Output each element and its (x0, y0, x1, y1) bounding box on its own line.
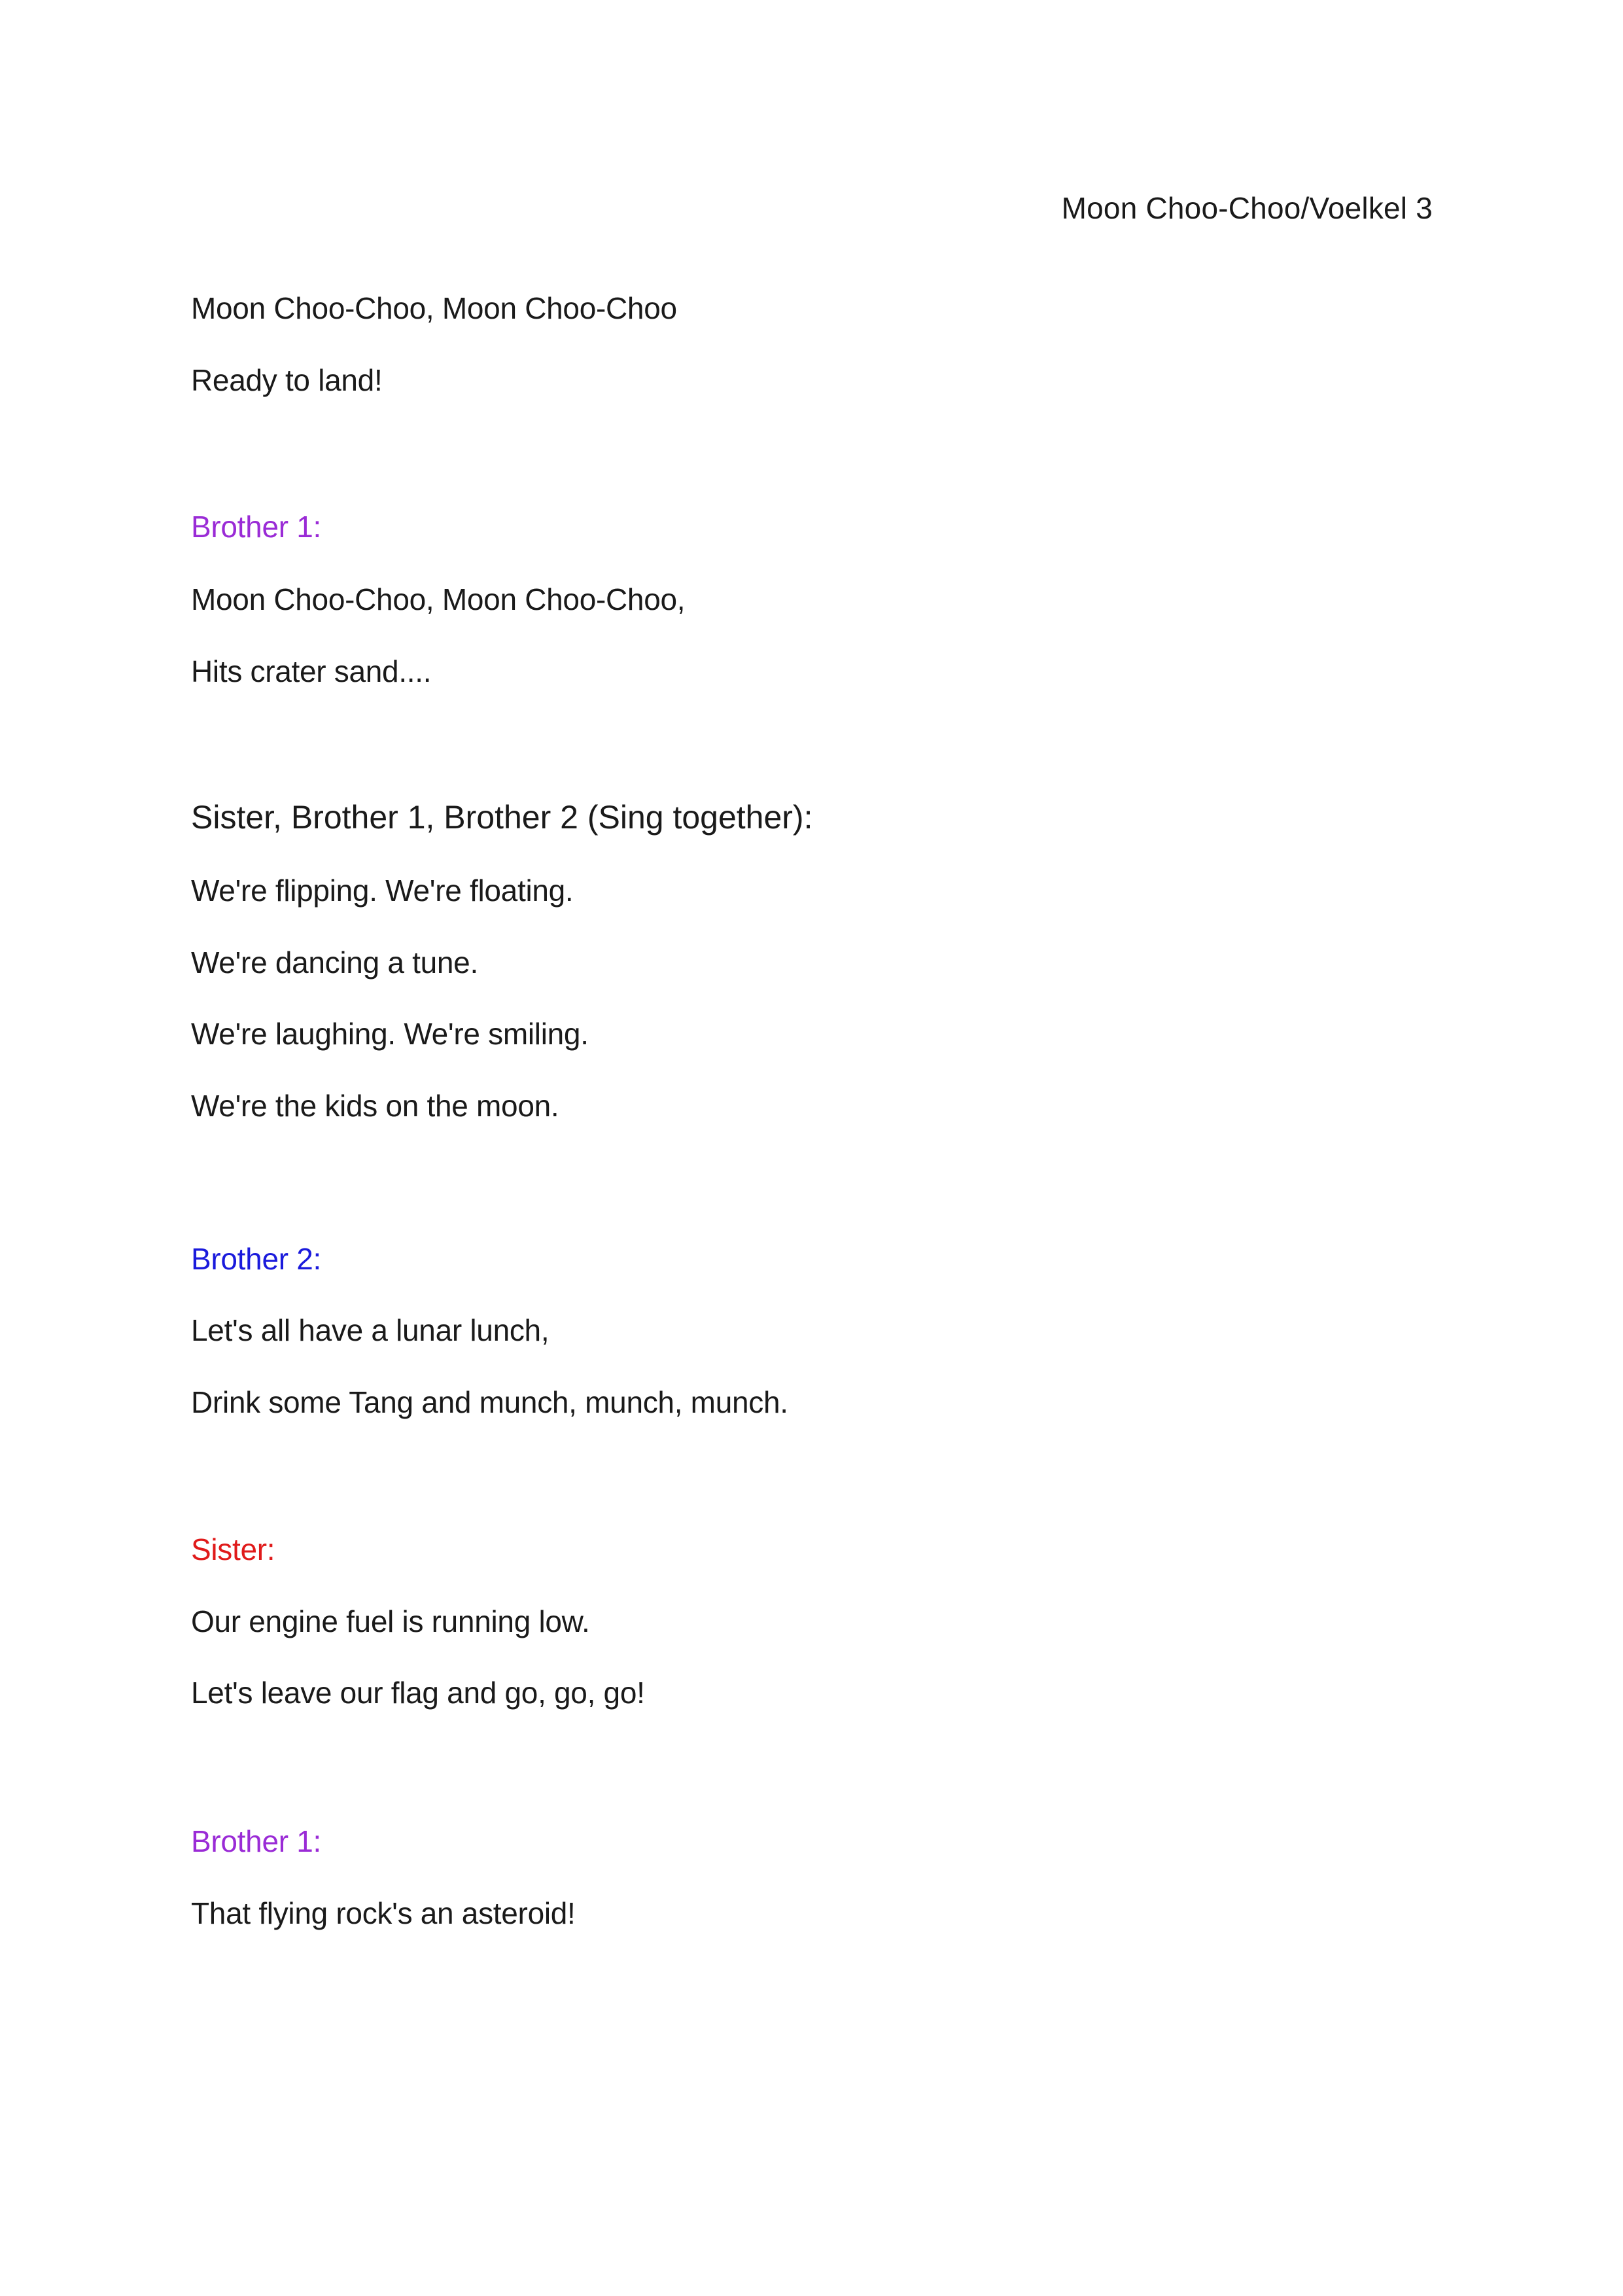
speaker-label-brother-2: Brother 2: (191, 1242, 321, 1276)
speaker-label-brother-1: Brother 1: (191, 510, 321, 544)
speaker-label-brother-1: Brother 1: (191, 1824, 321, 1858)
lyric-line: Ready to land! (191, 363, 383, 397)
lyric-line: Our engine fuel is running low. (191, 1604, 590, 1638)
speaker-label-sister: Sister: (191, 1532, 275, 1566)
lyric-line: We're dancing a tune. (191, 945, 478, 980)
lyric-line: That flying rock's an asteroid! (191, 1896, 576, 1930)
lyric-line: Moon Choo-Choo, Moon Choo-Choo (191, 291, 677, 325)
lyric-line: Let's all have a lunar lunch, (191, 1313, 550, 1347)
lyric-line: We're laughing. We're smiling. (191, 1017, 589, 1051)
lyric-line: We're flipping. We're floating. (191, 874, 574, 908)
running-header: Moon Choo-Choo/Voelkel 3 (1061, 191, 1433, 225)
speaker-label-all: Sister, Brother 1, Brother 2 (Sing together): (191, 799, 813, 836)
lyric-line: Hits crater sand.... (191, 654, 432, 688)
lyric-line: Moon Choo-Choo, Moon Choo-Choo, (191, 582, 686, 616)
lyric-line: Drink some Tang and munch, munch, munch. (191, 1385, 788, 1419)
lyric-line: We're the kids on the moon. (191, 1089, 559, 1123)
lyric-line: Let's leave our flag and go, go, go! (191, 1676, 645, 1710)
